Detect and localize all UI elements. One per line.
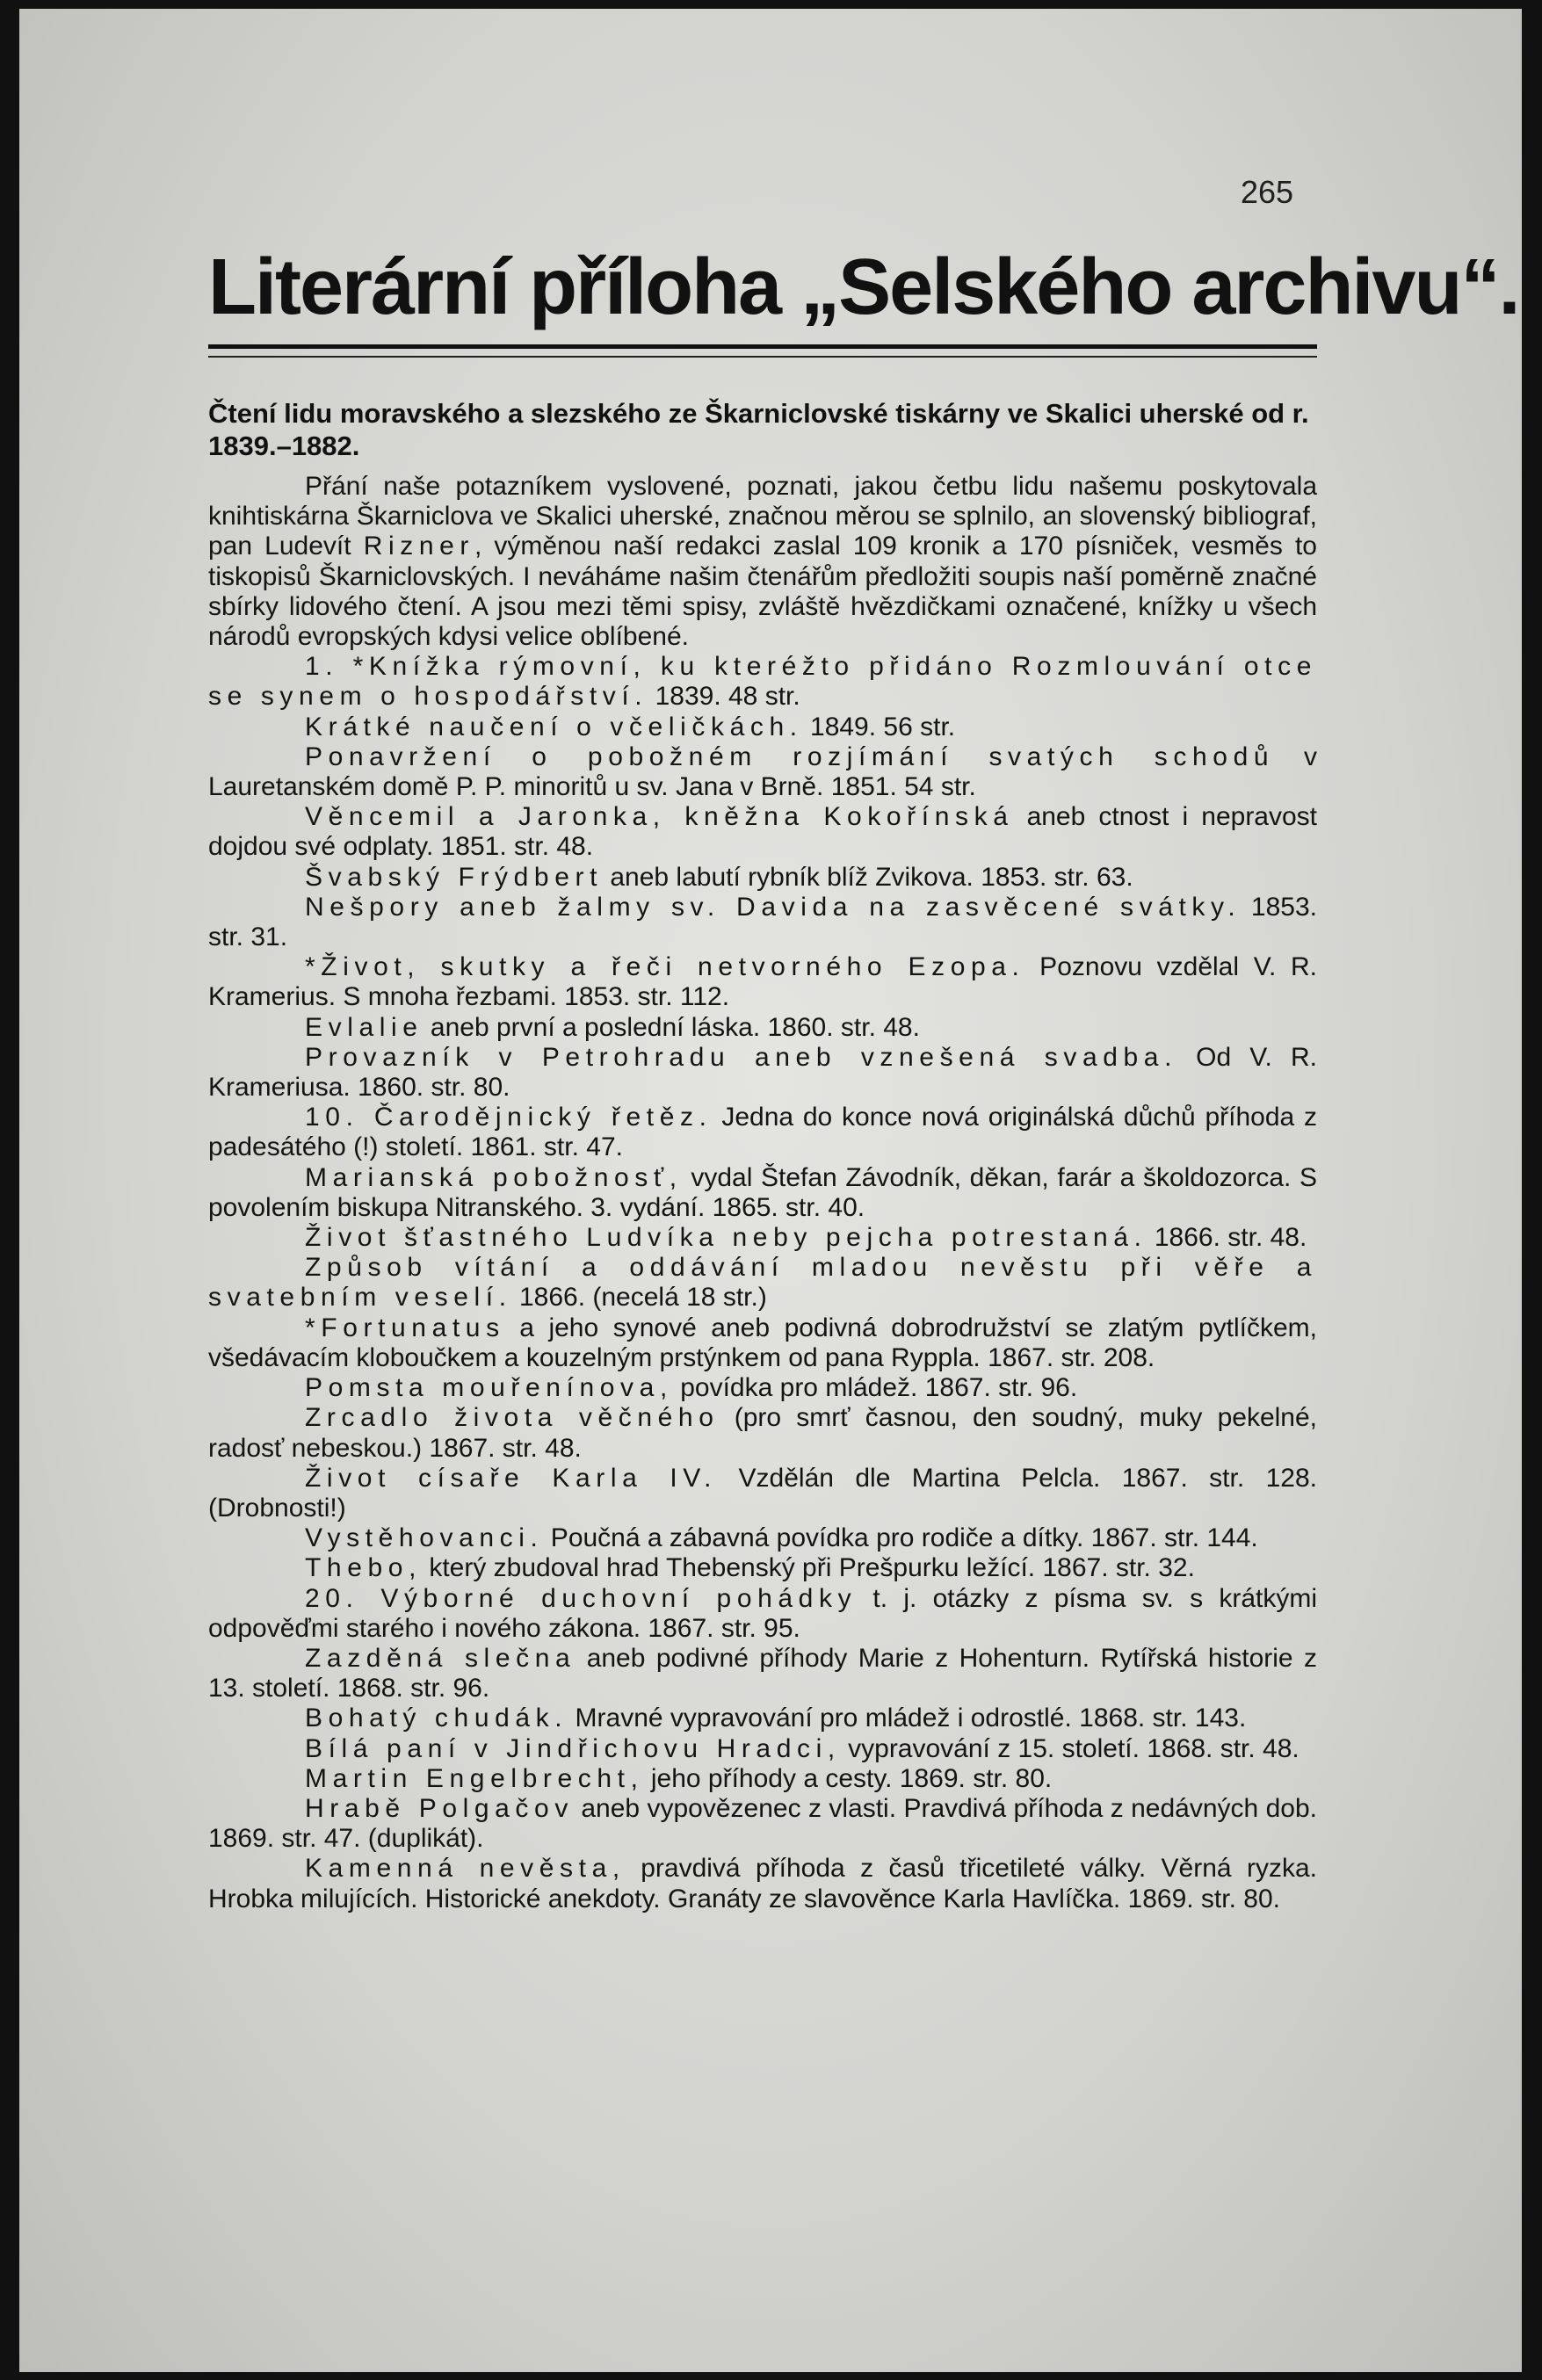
catalog-entry <box>208 1553 1317 1583</box>
entry-title: Vystěhovanci. <box>305 1523 544 1553</box>
catalog-entry <box>208 1734 1317 1764</box>
entry-title: Pomsta mouřenínova, <box>305 1373 673 1403</box>
entry-title: Život císaře Karla IV. <box>305 1463 718 1493</box>
entry-title: Život šťastného Ludvíka neby pejcha potrestaná. <box>305 1223 1147 1253</box>
catalog-entry <box>208 742 1317 802</box>
catalog-entry <box>208 1644 1317 1704</box>
entry-details: povídka pro mládež. 1867. str. 96. <box>672 1373 1078 1403</box>
entry-details: Mravné vypravování pro mládež i odrostlé. 1868. str. 143. <box>568 1704 1247 1733</box>
catalog-entry <box>208 893 1317 952</box>
entry-title: Zrcadlo života věčného <box>305 1403 720 1433</box>
catalog-list <box>208 652 1317 1914</box>
entry-details: aneb vypovězenec z vlasti. Pravdivá příhoda z nedávných dob. 1869. str. 47. (duplikát). <box>208 1793 1317 1854</box>
page-number: 265 <box>1241 174 1294 210</box>
entry-title: Marianská pobožnosť, <box>305 1162 683 1192</box>
catalog-entry <box>208 1854 1317 1913</box>
entry-title: 10. Čarodějnický řetěz. <box>305 1103 713 1132</box>
catalog-entry <box>208 1764 1317 1794</box>
entry-details: Poznovu vzdělal V. R. Kramerius. S mnoha řezbami. 1853. str. 112. <box>208 952 1318 1012</box>
catalog-entry <box>208 652 1317 712</box>
entry-details: a jeho synové aneb podivná dobrodružství se zlatým pytlíčkem, všedávacím kloboučkem a kouzelným prstýnkem od pana Ryppla. 1867. str. 208. <box>208 1313 1317 1372</box>
entry-details: který zbudoval hrad Thebenský při Prešpurku ležící. 1867. str. 32. <box>422 1553 1195 1583</box>
entry-title: Věncemil a Jaronka, kněžna Kokořínská <box>305 802 1014 832</box>
catalog-entry <box>208 802 1317 862</box>
entry-title: Zazděná slečna <box>305 1643 576 1673</box>
catalog-entry <box>208 1163 1317 1223</box>
entry-details: vypravování z 15. století. 1868. str. 48. <box>840 1733 1299 1763</box>
catalog-entry <box>208 1043 1317 1103</box>
entry-details: Jedna do konce nová originálská důchů příhoda z padesátého (!) století. 1861. str. 47. <box>208 1103 1317 1162</box>
catalog-entry <box>208 1794 1317 1854</box>
entry-title: Bohatý chudák. <box>305 1704 568 1733</box>
entry-title: 20. Výborné duchovní pohádky <box>305 1583 858 1613</box>
entry-title: *Fortunatus <box>305 1313 505 1342</box>
entry-details: vydal Štefan Závodník, děkan, farár a školdozorca. S povolením biskupa Nitranského. 3. vydání. 1865. str. 40. <box>208 1162 1317 1222</box>
entry-title: Způsob vítání a oddávání mladou nevěstu při věře a svatebním veselí. <box>208 1253 1317 1313</box>
entry-details: Od V. R. Krameriusa. 1860. str. 80. <box>208 1042 1317 1103</box>
author-name: Rizner <box>363 532 474 561</box>
catalog-entry <box>208 1223 1317 1253</box>
entry-details: aneb první a poslední láska. 1860. str. 48. <box>423 1012 920 1042</box>
catalog-entry <box>208 1464 1317 1523</box>
entry-details: 1866. str. 48. <box>1147 1223 1307 1253</box>
entry-title: Kamenná nevěsta, <box>305 1854 626 1884</box>
article-body <box>208 472 1317 1914</box>
page-title: Literární příloha „Selského archivu“. <box>208 243 1519 331</box>
entry-details: (pro smrť časnou, den soudný, muky pekelné, radosť nebeskou.) 1867. str. 48. <box>208 1403 1317 1463</box>
entry-details: aneb podivné příhody Marie z Hohenturn. Rytířská historie z 13. století. 1868. str. 96. <box>208 1643 1317 1704</box>
title-rule-thin <box>208 356 1317 358</box>
entry-details: 1839. 48 str. <box>648 682 800 712</box>
catalog-entry <box>208 952 1317 1012</box>
entry-details: 1853. str. 31. <box>208 892 1317 952</box>
entry-details: v Lauretanském domě P. P. minoritů u sv. Jana v Brně. 1851. 54 str. <box>208 741 1317 802</box>
catalog-entry <box>208 713 1317 742</box>
catalog-entry <box>208 1253 1317 1313</box>
article-heading: Čtení lidu moravského a slezského ze Škarniclovské tiskárny ve Skalici uherské od r. 1839.–1882. <box>208 398 1309 461</box>
intro-paragraph: Přání naše potazníkem vyslovené, poznati, jakou četbu lidu našemu poskytovala knihtiskárna Škarniclova ve Skalici uherské, značnou měrou se splnilo, an slovenský bibliograf, pan Ludevít Rizner, výměnou naší redakci zaslal 109 kronik a 170 písniček, vesměs to tiskopisů Škarniclovských. I neváháme našim čtenářům předložiti soupis naší poměrně značné sbírky lidového čtení. A jsou mezi těmi spisy, zvláště hvězdičkami označené, knížky u všech národů evropských kdysi velice oblíbené. <box>208 472 1317 652</box>
entry-details: Poučná a zábavná povídka pro rodiče a dítky. 1867. str. 144. <box>543 1523 1258 1553</box>
entry-title: Nešpory aneb žalmy sv. Davida na zasvěcené svátky. <box>305 892 1242 922</box>
entry-title: *Život, skutky a řeči netvorného Ezopa. <box>305 952 1025 982</box>
entry-title: Evlalie <box>305 1012 424 1042</box>
entry-details: Vzdělán dle Martina Pelcla. 1867. str. 128. (Drobnosti!) <box>208 1463 1317 1523</box>
entry-title: Bílá paní v Jindřichovu Hradci, <box>305 1733 841 1763</box>
entry-details: aneb ctnost i nepravost dojdou své odplaty. 1851. str. 48. <box>208 802 1318 862</box>
catalog-entry <box>208 1013 1317 1043</box>
catalog-entry <box>208 1584 1317 1644</box>
entry-title: 1. *Knížka rýmovní, ku kteréžto přidáno Rozmlouvání otce se synem o hospodářství. <box>208 652 1317 712</box>
catalog-entry <box>208 1103 1317 1162</box>
catalog-entry <box>208 863 1317 893</box>
entry-title: Thebo, <box>305 1553 422 1583</box>
entry-title: Krátké naučení o včeličkách. <box>305 712 803 741</box>
entry-details: pravdivá příhoda z časů třicetileté války. Věrná ryzka. Hrobka milujících. Historické anekdoty. Granáty ze slavověnce Karla Havlíčka. 1869. str. 80. <box>208 1854 1317 1913</box>
entry-details: t. j. otázky z písma sv. s krátkými odpověďmi starého i nového zákona. 1867. str. 95. <box>208 1583 1317 1643</box>
catalog-entry <box>208 1704 1317 1733</box>
entry-details: 1866. (necelá 18 str.) <box>511 1283 767 1313</box>
title-rule-thick <box>208 344 1317 349</box>
entry-title: Ponavržení o pobožném rozjímání svatých schodů <box>305 741 1275 771</box>
entry-title: Hrabě Polgačov <box>305 1793 574 1823</box>
entry-details: aneb labutí rybník blíž Zvikova. 1853. str. 63. <box>603 862 1133 892</box>
entry-title: Provazník v Petrohradu aneb vznešená svadba. <box>305 1042 1178 1072</box>
catalog-entry <box>208 1523 1317 1553</box>
entry-details: jeho příhody a cesty. 1869. str. 80. <box>643 1763 1053 1793</box>
entry-title: Martin Engelbrecht, <box>305 1763 644 1793</box>
entry-title: Švabský Frýdbert <box>305 862 604 892</box>
catalog-entry <box>208 1373 1317 1403</box>
catalog-entry <box>208 1403 1317 1463</box>
entry-details: 1849. 56 str. <box>802 712 956 741</box>
catalog-entry <box>208 1313 1317 1373</box>
